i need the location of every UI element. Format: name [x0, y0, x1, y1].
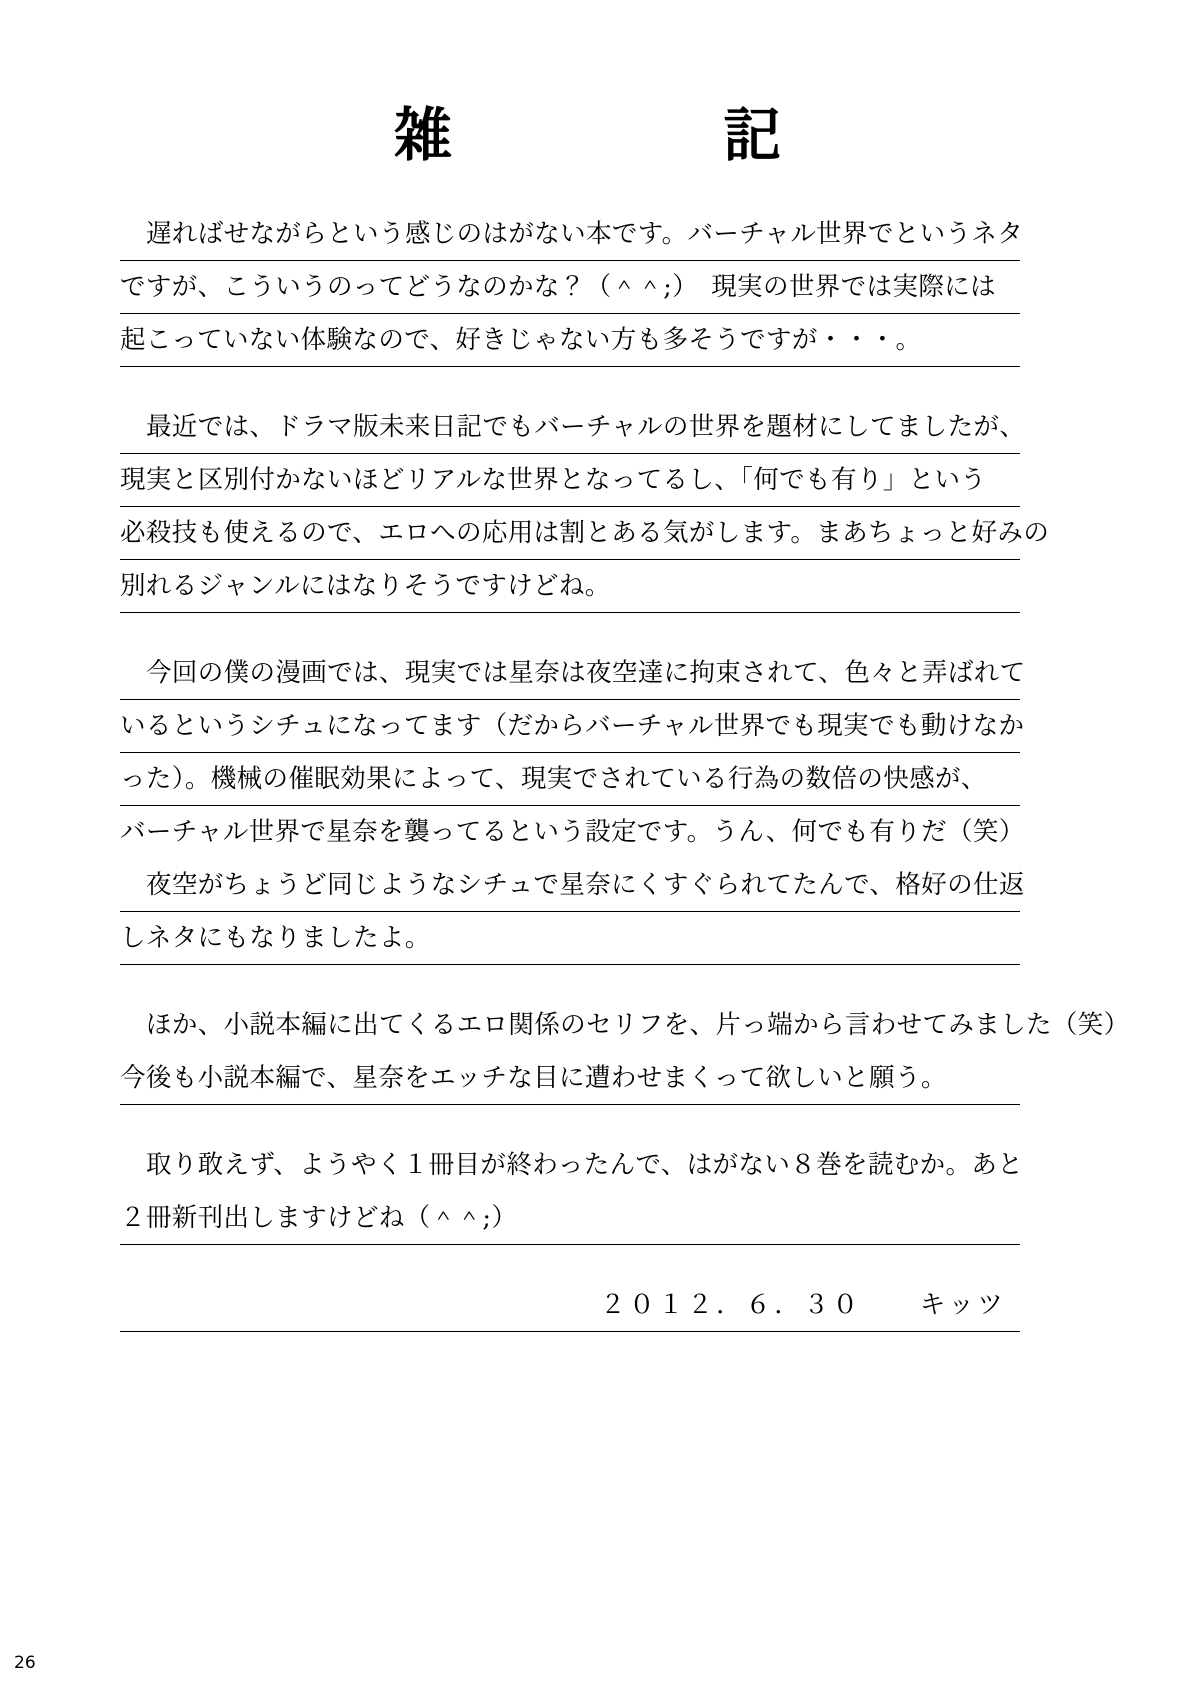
text-line: 現実と区別付かないほどリアルな世界となってるし、「何でも有り」という — [120, 454, 1020, 507]
text-line: 最近では、ドラマ版未来日記でもバーチャルの世界を題材にしてましたが、 — [120, 401, 1020, 454]
text-line: ２冊新刊出しますけどね（＾＾;） — [120, 1192, 1020, 1245]
document-body — [120, 208, 1130, 1332]
text-line: 遅ればせながらという感じのはがない本です。バーチャル世界でというネタ — [120, 208, 1020, 261]
text-line: 別れるジャンルにはなりそうですけどね。 — [120, 560, 1020, 613]
paragraph-5 — [120, 1139, 1024, 1245]
page-title: 雑 記 — [394, 101, 806, 169]
text-line: バーチャル世界で星奈を襲ってるという設定です。うん、何でも有りだ（笑） — [120, 817, 1025, 847]
paragraph-3 — [120, 647, 1026, 965]
paragraph-signature — [120, 1279, 1020, 1332]
paragraph-1 — [120, 208, 1024, 367]
page-number: 26 — [14, 1653, 36, 1673]
text-line: 今回の僕の漫画では、現実では星奈は夜空達に拘束されて、色々と弄ばれて — [120, 647, 1020, 700]
paragraph-2 — [120, 401, 1050, 613]
text-line: いるというシチュになってます（だからバーチャル世界でも現実でも動けなか — [120, 700, 1020, 753]
text-line: 必殺技も使えるので、エロへの応用は割とある気がします。まあちょっと好みの — [120, 507, 1020, 560]
text-line: った）。機械の催眠効果によって、現実でされている行為の数倍の快感が、 — [120, 753, 1020, 806]
text-line: ほか、小説本編に出てくるエロ関係のセリフを、片っ端から言わせてみました（笑） — [146, 1010, 1130, 1040]
text-line: しネタにもなりましたよ。 — [120, 912, 1020, 965]
text-line: 今後も小説本編で、星奈をエッチな目に遭わせまくって欲しいと願う。 — [120, 1052, 1020, 1105]
paragraph-4 — [120, 999, 1130, 1105]
text-line: 起こっていない体験なので、好きじゃない方も多そうですが・・・。 — [120, 314, 1020, 367]
signature-line: ２０１２．６．３０ キッツ — [120, 1279, 1020, 1332]
text-line: 夜空がちょうど同じようなシチュで星奈にくすぐられてたんで、格好の仕返 — [120, 859, 1020, 912]
text-line: ですが、こういうのってどうなのかな？（＾＾;） 現実の世界では実際には — [120, 261, 1020, 314]
text-line: 取り敢えず、ようやく１冊目が終わったんで、はがない８巻を読むか。あと — [146, 1150, 1024, 1180]
